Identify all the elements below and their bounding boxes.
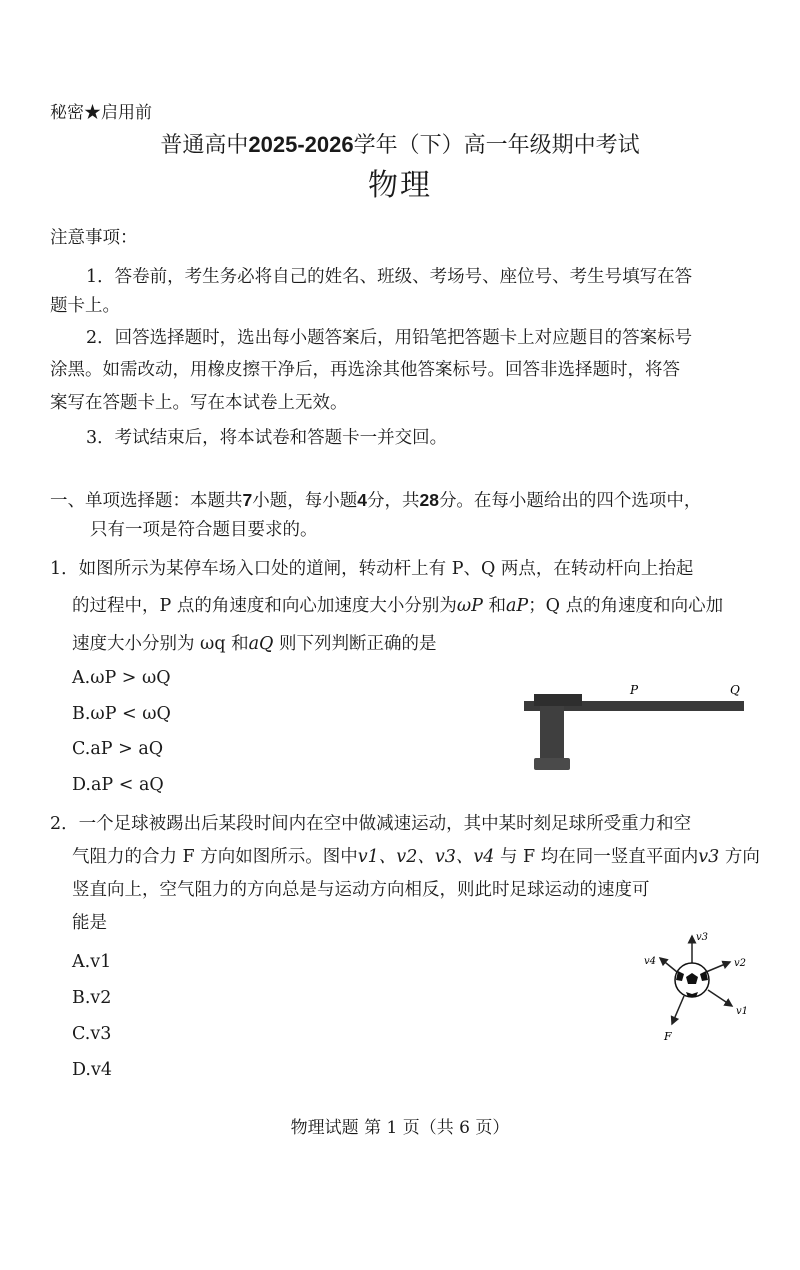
vector-f: [672, 996, 684, 1024]
q2-line-2: [72, 841, 760, 874]
note-2-line-3: 案写在答题卡上。写在本试卷上无效。: [50, 393, 348, 413]
q2-option-a[interactable]: A.v1: [72, 952, 112, 972]
section-text-d: 分。在每小题给出的四个选项中，: [438, 491, 702, 511]
note-1-line-1: 1．答卷前，考生务必将自己的姓名、班级、考场号、座位号、考生号填写在答: [86, 267, 693, 287]
note-2-line-2: 涂黑。如需改动，用橡皮擦干净后，再选涂其他答案标号。回答非选择题时，将答: [50, 360, 680, 380]
q1-text-a: 的过程中，P 点的角速度和向心加速度大小分别为: [72, 596, 457, 616]
symbol-a-p: aP: [505, 596, 529, 616]
q2-option-c[interactable]: C.v3: [72, 1024, 112, 1044]
barrier-base: [534, 758, 570, 770]
q1-text-c: ；Q 点的角速度和向心加: [528, 596, 724, 616]
q1-option-b[interactable]: B.ωP < ωQ: [72, 704, 171, 724]
q1-line-3: [72, 628, 436, 661]
symbol-v3: v3: [698, 847, 720, 867]
soccer-ball-figure: [640, 928, 760, 1048]
label-f: F: [664, 1030, 672, 1043]
symbol-v-list: v1、v2、v3、v4: [357, 847, 495, 867]
section-text-a: 一、单项选择题：本题共: [50, 491, 243, 511]
q1-option-c[interactable]: C.aP > aQ: [72, 739, 164, 759]
subject-title: 物理: [368, 168, 432, 203]
section-1-line-2: 只有一项是符合题目要求的。: [90, 520, 318, 540]
question-points: 4: [357, 490, 367, 510]
barrier-head: [534, 694, 582, 706]
exam-title: [0, 128, 800, 159]
label-q: Q: [730, 683, 740, 697]
label-v3: v3: [696, 932, 709, 943]
notes-heading: 注意事项：: [50, 228, 138, 248]
section-text-b: 小题，每小题: [252, 491, 358, 511]
q2-text-a: 气阻力的合力 F 方向如图所示。图中: [72, 847, 358, 867]
q1-text-d: 速度大小分别为 ωq 和: [72, 634, 249, 654]
confidential-label: 秘密★启用前: [50, 103, 152, 123]
page-footer: 物理试题 第 1 页（共 6 页）: [290, 1118, 510, 1138]
note-3: 3．考试结束后，将本试卷和答题卡一并交回。: [86, 428, 448, 448]
label-v1: v1: [736, 1006, 749, 1017]
q2-text-c: 方向: [719, 847, 760, 867]
question-count: 7: [242, 490, 253, 510]
label-v4: v4: [644, 956, 657, 967]
vector-v1: [708, 990, 732, 1006]
section-text-c: 分，共: [366, 491, 420, 511]
title-prefix: 普通高中: [160, 133, 249, 158]
label-p: P: [630, 683, 639, 697]
q1-option-a[interactable]: A.ωP > ωQ: [72, 668, 171, 688]
vector-v2: [706, 962, 730, 972]
section-1-heading: [50, 484, 701, 518]
q1-option-d[interactable]: D.aP < aQ: [72, 775, 164, 795]
note-2-line-1: 2．回答选择题时，选出每小题答案后，用铅笔把答题卡上对应题目的答案标号: [86, 328, 693, 348]
title-years: 2025-2026: [248, 132, 354, 157]
symbol-a-q: aQ: [248, 634, 274, 654]
barrier-gate-figure: [520, 680, 750, 780]
q1-text-b: 和: [482, 596, 506, 616]
vector-v4: [660, 958, 677, 972]
q2-text-b: 与 F 均在同一竖直平面内: [494, 847, 699, 867]
q2-option-b[interactable]: B.v2: [72, 988, 112, 1008]
q1-text-e: 则下列判断正确的是: [273, 634, 437, 654]
q2-line-3: 竖直向上，空气阻力的方向总是与运动方向相反，则此时足球运动的速度可: [72, 880, 650, 900]
total-points: 28: [419, 490, 439, 510]
q2-line-1: 2．一个足球被踢出后某段时间内在空中做减速运动，其中某时刻足球所受重力和空: [50, 814, 692, 834]
note-1-line-2: 题卡上。: [50, 296, 120, 316]
q1-line-1: 1．如图所示为某停车场入口处的道闸，转动杆上有 P、Q 两点，在转动杆向上抬起: [50, 559, 694, 579]
barrier-post: [540, 706, 564, 758]
q1-line-2: [72, 590, 723, 623]
label-v2: v2: [734, 958, 747, 969]
title-suffix: 学年（下）高一年级期中考试: [353, 133, 640, 158]
q2-option-d[interactable]: D.v4: [72, 1060, 112, 1080]
q2-line-4: 能是: [72, 913, 107, 933]
symbol-omega-p: ωP: [456, 596, 483, 616]
